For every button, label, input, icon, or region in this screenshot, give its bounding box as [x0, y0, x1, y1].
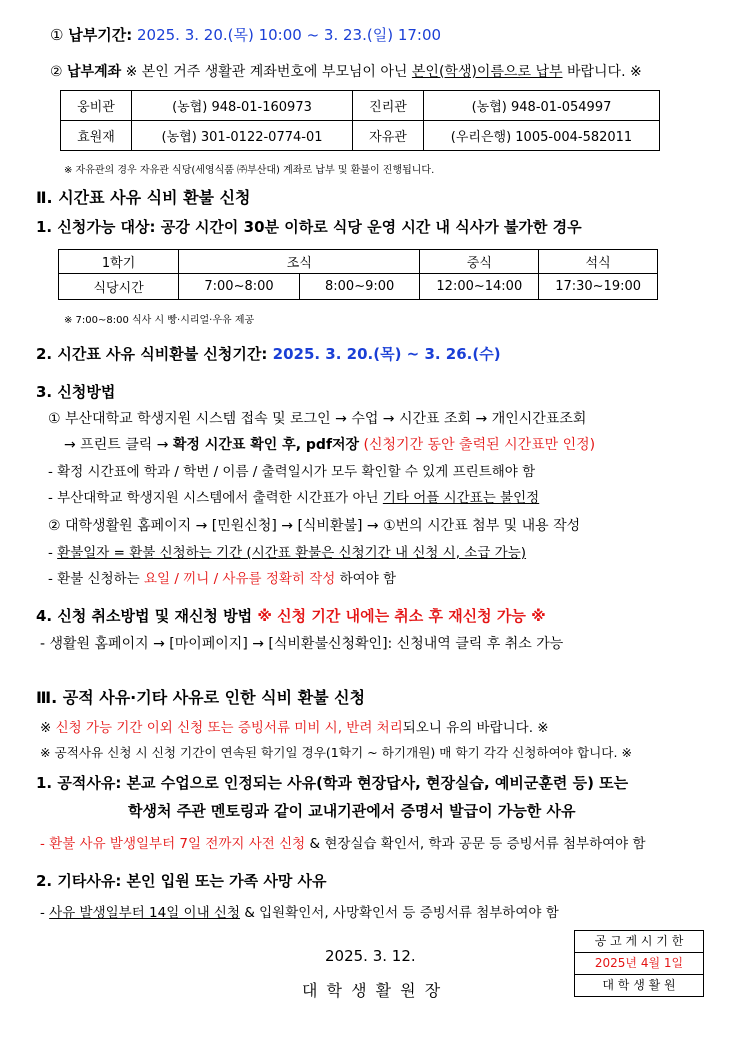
section-3-item-1-line-1: 1. 공적사유: 본교 수업으로 인정되는 사유(학과 현장답사, 현장실습, 예비군훈련 등) 또는: [36, 774, 629, 792]
method-1-bullet-emphasis: 기타 어플 시간표는 불인정: [382, 490, 540, 506]
posting-period-org: 대 학 생 활 원: [575, 975, 704, 997]
table-row: [575, 975, 704, 997]
table-row: [59, 250, 658, 274]
official-reason-deadline: - 환불 사유 발생일부터 7일 전까지 사전 신청: [40, 836, 306, 852]
table-row: [59, 274, 658, 300]
method-1-line-2: [64, 434, 595, 454]
bullet-dash: -: [40, 905, 45, 921]
method-1-line-1: ① 부산대학교 학생지원 시스템 접속 및 로그인 → 수업 → 시간표 조회 → 개인시간표조회: [48, 411, 587, 427]
payment-period: [50, 24, 441, 45]
section-2-item-1: 1. 신청가능 대상: 공강 시간이 30분 이하로 식당 운영 시간 내 식사가 불가한 경우: [36, 218, 582, 236]
breakfast-time-2: 8:00~9:00: [299, 274, 420, 300]
notice-issuer: 대 학 생 활 원 장: [302, 981, 443, 1000]
item-number: ②: [50, 64, 63, 80]
section-3-item-1-bullet: [40, 832, 646, 852]
payment-account: [50, 61, 642, 81]
refund-period-value: 2025. 3. 20.(목) ~ 3. 26.(수): [272, 345, 501, 363]
payment-account-emphasis: 본인(학생)이름으로 납부: [411, 64, 563, 80]
method-2-bullet-text-end: 하여야 함: [339, 571, 397, 587]
table-row: [575, 953, 704, 975]
cancel-method-warning: ※ 신청 기간 내에는 취소 후 재신청 가능 ※: [257, 607, 546, 625]
method-2-bullet-1: [48, 541, 526, 561]
payment-account-note: ※ 본인 거주 생활관 계좌번호에 부모님이 아닌: [125, 64, 408, 80]
section-2-item-2: [36, 343, 501, 364]
other-reason-docs: & 입원확인서, 사망확인서 등 증빙서류 첨부하여야 함: [244, 905, 559, 921]
section-3-note-1: [40, 716, 549, 736]
table-header: 1학기: [59, 250, 179, 274]
dorm-name: 자유관: [353, 121, 424, 151]
meal-time-note: ※ 7:00~8:00 식사 시 빵·시리얼·우유 제공: [64, 315, 255, 326]
section-2-item-3: 3. 신청방법: [36, 383, 116, 401]
posting-period-box: [574, 930, 704, 997]
account-note: ※ 자유관의 경우 자유관 식당(세영식품 ㈜부산대) 계좌로 납부 및 환불이 진행됩니다.: [64, 165, 435, 176]
section-3-note-2: ※ 공적사유 신청 시 신청 기간이 연속된 학기일 경우(1학기 ~ 하기개원) 매 학기 각각 신청하여야 합니다. ※: [40, 745, 633, 760]
breakfast-time-1: 7:00~8:00: [179, 274, 300, 300]
section-3-title: Ⅲ. 공적 사유·기타 사유로 인한 식비 환불 신청: [36, 688, 366, 707]
item-number: ①: [50, 26, 64, 44]
method-1-bullet-1: - 확정 시간표에 학과 / 학번 / 이름 / 출력일시가 모두 확인할 수 있게 프린트해야 함: [48, 464, 536, 480]
meal-time-table: [58, 249, 658, 300]
method-1-bullet-2: [48, 486, 539, 506]
notice-date: 2025. 3. 12.: [325, 947, 416, 965]
method-1-emphasis: 확정 시간표 확인 후, pdf저장: [172, 437, 360, 453]
dinner-header: 석식: [539, 250, 658, 274]
refund-period-label: 2. 시간표 사유 식비환불 신청기간:: [36, 345, 268, 363]
payment-account-note-end: 바랍니다. ※: [566, 64, 642, 80]
account-number: (우리은행) 1005-004-582011: [424, 121, 660, 151]
lunch-header: 중식: [420, 250, 539, 274]
payment-period-value: 2025. 3. 20.(목) 10:00 ~ 3. 23.(일) 17:00: [136, 26, 442, 44]
bullet-dash: -: [48, 545, 53, 561]
table-row: [61, 121, 660, 151]
cancel-method-line: - 생활원 홈페이지 → [마이페이지] → [식비환불신청확인]: 신청내역 클릭 후 취소 가능: [40, 636, 564, 652]
method-2-bullet-text: - 환불 신청하는: [48, 571, 140, 587]
section-3-item-2-bullet: [40, 901, 559, 921]
posting-period-title: 공 고 게 시 기 한: [575, 931, 704, 953]
payment-period-label: 납부기간:: [68, 26, 133, 44]
method-1-steps: → 프린트 클릭 →: [64, 437, 169, 453]
method-1-warning: (신청기간 동안 출력된 시간표만 인정): [363, 437, 596, 453]
section-2-title: Ⅱ. 시간표 사유 식비 환불 신청: [36, 188, 251, 207]
payment-account-label: 납부계좌: [67, 64, 122, 80]
table-row: [61, 91, 660, 121]
official-reason-docs: & 현장실습 확인서, 학과 공문 등 증빙서류 첨부하여야 함: [309, 836, 646, 852]
table-header: 식당시간: [59, 274, 179, 300]
account-number: (농협) 948-01-054997: [424, 91, 660, 121]
account-number: (농협) 948-01-160973: [132, 91, 353, 121]
cancel-method-title: 4. 신청 취소방법 및 재신청 방법: [36, 607, 253, 625]
dinner-time: 17:30~19:00: [539, 274, 658, 300]
breakfast-header: 조식: [179, 250, 420, 274]
dorm-name: 진리관: [353, 91, 424, 121]
section-2-item-4: [36, 605, 546, 626]
section-3-note-end: 되오니 유의 바랍니다. ※: [402, 720, 549, 736]
dorm-name: 효원재: [61, 121, 132, 151]
section-3-note-warning: 신청 가능 기간 이외 신청 또는 증빙서류 미비 시, 반려 처리: [55, 720, 403, 736]
method-2-bullet-2: [48, 567, 396, 587]
lunch-time: 12:00~14:00: [420, 274, 539, 300]
method-1-bullet-text: - 부산대학교 학생지원 시스템에서 출력한 시간표가 아닌: [48, 490, 379, 506]
method-2-bullet-emphasis: 환불일자 = 환불 신청하는 기간 (시간표 환불은 신청기간 내 신청 시, 소급 가능): [57, 545, 527, 561]
method-2-line-1: ② 대학생활원 홈페이지 → [민원신청] → [식비환불] → ①번의 시간표 첨부 및 내용 작성: [48, 518, 581, 534]
account-number: (농협) 301-0122-0774-01: [132, 121, 353, 151]
account-table: [60, 90, 660, 151]
method-2-bullet-warning: 요일 / 끼니 / 사유를 정확히 작성: [144, 571, 336, 587]
table-row: [575, 931, 704, 953]
posting-period-date: 2025년 4월 1일: [575, 953, 704, 975]
note-mark: ※: [40, 720, 52, 736]
section-3-item-1-line-2: 학생처 주관 멘토링과 같이 교내기관에서 증명서 발급이 가능한 사유: [128, 802, 576, 820]
other-reason-deadline: 사유 발생일부터 14일 이내 신청: [49, 905, 241, 921]
dorm-name: 웅비관: [61, 91, 132, 121]
section-3-item-2: 2. 기타사유: 본인 입원 또는 가족 사망 사유: [36, 872, 327, 890]
